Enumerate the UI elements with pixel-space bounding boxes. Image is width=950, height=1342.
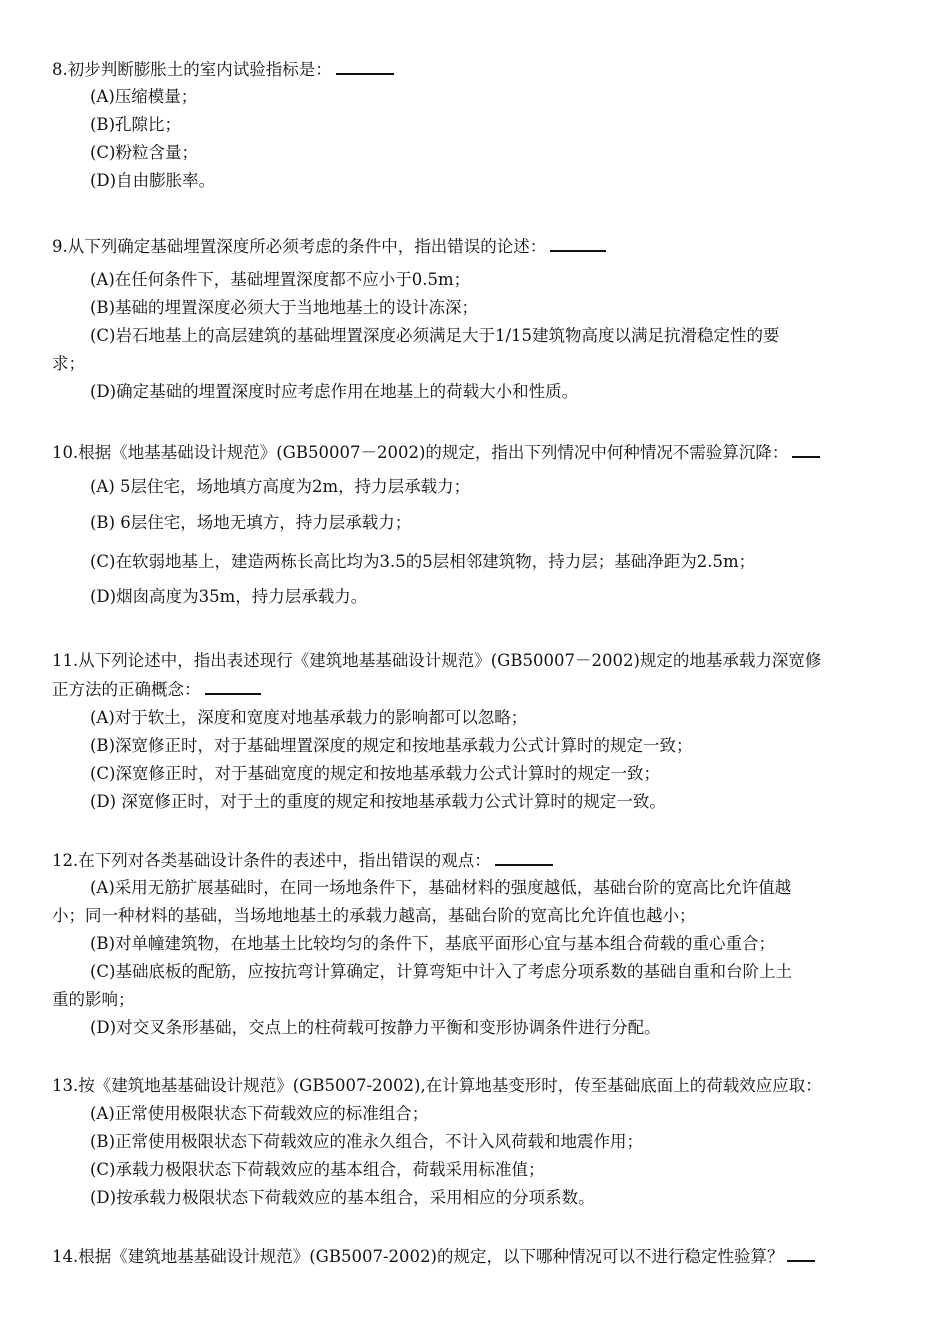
- option-c: (C)岩石地基上的高层建筑的基础埋置深度必须满足大于1/15建筑物高度以满足抗滑稳定性的要: [90, 326, 780, 345]
- answer-blank[interactable]: [550, 236, 606, 252]
- option-a: (A)压缩模量；: [90, 87, 198, 106]
- option-b: (B)基础的埋置深度必须大于当地地基土的设计冻深；: [90, 298, 478, 317]
- option-c-continued: 求；: [52, 354, 85, 373]
- option-d: (D)自由膨胀率。: [90, 171, 216, 190]
- answer-blank[interactable]: [336, 59, 394, 75]
- question-stem: 8.初步判断膨胀土的室内试验指标是：: [52, 59, 394, 80]
- answer-blank[interactable]: [792, 442, 820, 458]
- option-c: (C)承载力极限状态下荷载效应的基本组合，荷载采用标准值；: [90, 1160, 545, 1179]
- option-b: (B)孔隙比；: [90, 115, 181, 134]
- question-stem: 12.在下列对各类基础设计条件的表述中，指出错误的观点：: [52, 850, 553, 871]
- option-a: (A)正常使用极限状态下荷载效应的标准组合；: [90, 1104, 429, 1123]
- option-a-continued: 小；同一种材料的基础，当场地地基土的承载力越高，基础台阶的宽高比允许值也越小；: [52, 906, 696, 925]
- option-b: (B) 6层住宅，场地无填方，持力层承载力；: [90, 513, 412, 532]
- option-c: (C)在软弱地基上，建造两栋长高比均为3.5的5层相邻建筑物，持力层；基础净距为2.5m；: [90, 552, 756, 571]
- option-c: (C)基础底板的配筋，应按抗弯计算确定，计算弯矩中计入了考虑分项系数的基础自重和台阶上土: [90, 962, 792, 981]
- answer-blank[interactable]: [495, 850, 553, 866]
- option-b: (B)对单幢建筑物，在地基土比较均匀的条件下，基底平面形心宜与基本组合荷载的重心重合；: [90, 934, 775, 953]
- question-stem-continued: 正方法的正确概念：: [52, 679, 261, 700]
- option-c: (C)粉粒含量；: [90, 143, 198, 162]
- answer-blank[interactable]: [205, 679, 261, 695]
- option-d: (D)按承载力极限状态下荷载效应的基本组合，采用相应的分项系数。: [90, 1188, 595, 1207]
- option-a: (A)采用无筋扩展基础时，在同一场地条件下，基础材料的强度越低，基础台阶的宽高比允许值越: [90, 878, 792, 897]
- option-a: (A)在任何条件下，基础埋置深度都不应小于0.5m；: [90, 270, 471, 289]
- question-stem: 11.从下列论述中，指出表述现行《建筑地基基础设计规范》(GB50007－2002)规定的地基承载力深宽修: [52, 651, 822, 670]
- question-stem: 14.根据《建筑地基基础设计规范》(GB5007-2002)的规定，以下哪种情况可以不进行稳定性验算？: [52, 1246, 815, 1267]
- question-stem: 13.按《建筑地基基础设计规范》(GB5007-2002),在计算地基变形时，传至基础底面上的荷载效应应取：: [52, 1076, 822, 1095]
- option-d: (D) 深宽修正时，对于土的重度的规定和按地基承载力公式计算时的规定一致。: [90, 792, 666, 811]
- question-stem: 9.从下列确定基础埋置深度所必须考虑的条件中，指出错误的论述：: [52, 236, 606, 257]
- option-c: (C)深宽修正时，对于基础宽度的规定和按地基承载力公式计算时的规定一致；: [90, 764, 660, 783]
- answer-blank[interactable]: [787, 1246, 815, 1262]
- option-d: (D)烟囱高度为35m，持力层承载力。: [90, 587, 368, 606]
- option-a: (A)对于软土，深度和宽度对地基承载力的影响都可以忽略；: [90, 708, 528, 727]
- question-stem: 10.根据《地基基础设计规范》(GB50007－2002)的规定，指出下列情况中何种情况不需验算沉降：: [52, 442, 820, 463]
- option-d: (D)确定基础的埋置深度时应考虑作用在地基上的荷载大小和性质。: [90, 382, 579, 401]
- option-d: (D)对交叉条形基础，交点上的柱荷载可按静力平衡和变形协调条件进行分配。: [90, 1018, 661, 1037]
- option-b: (B)深宽修正时，对于基础埋置深度的规定和按地基承载力公式计算时的规定一致；: [90, 736, 693, 755]
- option-b: (B)正常使用极限状态下荷载效应的准永久组合，不计入风荷载和地震作用；: [90, 1132, 643, 1151]
- option-a: (A) 5层住宅，场地填方高度为2m，持力层承载力；: [90, 477, 471, 496]
- option-c-continued: 重的影响；: [52, 990, 135, 1009]
